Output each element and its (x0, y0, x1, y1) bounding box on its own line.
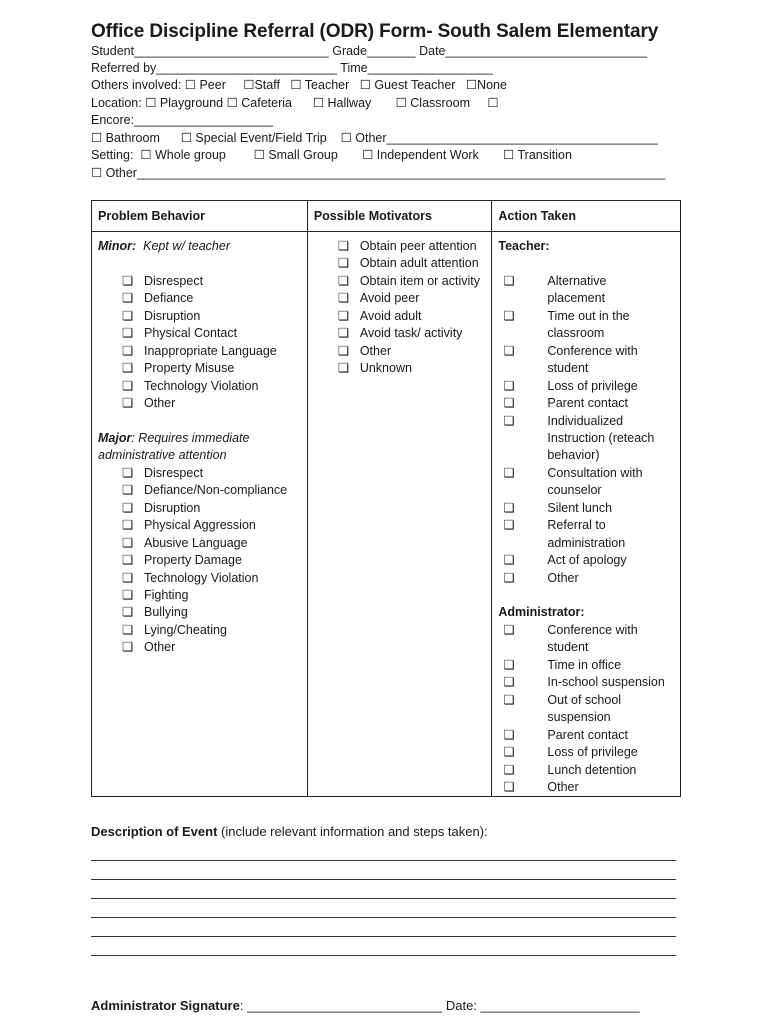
teacher-action-item[interactable] (498, 552, 666, 569)
signature-line[interactable] (91, 998, 640, 1013)
minor-behavior-item[interactable] (98, 395, 301, 412)
minor-behavior-item-label: Physical Contact (144, 326, 238, 341)
checkbox-icon[interactable]: ❏ (337, 256, 350, 271)
motivator-item[interactable] (314, 360, 486, 377)
major-behavior-item-label: Abusive Language (144, 535, 248, 550)
checkbox-icon[interactable]: ❏ (337, 361, 350, 376)
motivator-item-label: Obtain adult attention (359, 256, 479, 271)
header-problem-behavior: Problem Behavior (92, 201, 308, 232)
teacher-action-item[interactable] (498, 500, 666, 517)
checkbox-icon[interactable]: ❏ (122, 535, 134, 550)
checkbox-icon[interactable]: ❏ (122, 640, 134, 655)
checkbox-icon[interactable]: ❏ (337, 291, 350, 306)
major-behavior-item-label: Technology Violation (144, 570, 259, 585)
motivator-item-label: Unknown (359, 361, 412, 376)
administrator-action-item[interactable] (498, 692, 666, 727)
teacher-action-item-label: Individualized Instruction (reteach behavior) (547, 413, 655, 463)
checkbox-icon[interactable]: ❏ (122, 273, 134, 288)
major-behavior-item[interactable] (98, 587, 301, 604)
administrator-action-item[interactable] (498, 779, 666, 796)
administrator-action-item-label: In-school suspension (547, 675, 665, 690)
major-behavior-item[interactable] (98, 570, 301, 587)
checkbox-icon[interactable]: ❏ (503, 378, 515, 393)
motivator-item-label: Avoid peer (359, 291, 420, 306)
administrator-action-item[interactable] (498, 744, 666, 761)
motivator-item-label: Other (359, 343, 392, 358)
minor-behavior-item-label: Inappropriate Language (144, 343, 277, 358)
checkbox-icon[interactable]: ❏ (122, 570, 134, 585)
checkbox-icon[interactable]: ❏ (337, 273, 350, 288)
motivator-item[interactable] (314, 343, 486, 360)
checkbox-icon[interactable]: ❏ (503, 762, 515, 777)
teacher-action-item-label: Referral to administration (547, 518, 626, 550)
major-behavior-item-label: Property Damage (144, 553, 242, 568)
teacher-action-item-label: Conference with student (547, 343, 638, 376)
checkbox-icon[interactable]: ❏ (122, 605, 134, 620)
minor-behavior-item[interactable] (98, 308, 301, 325)
motivator-item[interactable] (314, 290, 486, 307)
checkbox-icon[interactable]: ❏ (503, 570, 515, 585)
checkbox-icon[interactable]: ❏ (122, 500, 134, 515)
checkbox-icon[interactable]: ❏ (503, 273, 515, 288)
motivator-item[interactable] (314, 308, 486, 325)
minor-behavior-item[interactable] (98, 290, 301, 307)
motivator-list (314, 238, 486, 378)
minor-behavior-item[interactable] (98, 360, 301, 377)
teacher-action-item[interactable] (498, 517, 666, 552)
minor-behavior-item-label: Defiance (144, 291, 194, 306)
teacher-action-item-label: Alternative placement (547, 273, 607, 306)
checkbox-icon[interactable]: ❏ (503, 308, 515, 323)
teacher-action-item[interactable] (498, 273, 666, 308)
description-line[interactable] (91, 917, 676, 918)
administrator-action-item[interactable] (498, 727, 666, 744)
major-behavior-item[interactable] (98, 604, 301, 621)
problem-behavior-column (92, 232, 308, 797)
checkbox-icon[interactable]: ❏ (503, 692, 515, 707)
major-behavior-item-label: Fighting (144, 588, 189, 603)
checkbox-icon[interactable]: ❏ (503, 745, 515, 760)
behavior-table (91, 200, 681, 797)
administrator-action-item[interactable] (498, 622, 666, 657)
administrator-label: Administrator: (498, 605, 585, 620)
checkbox-icon[interactable]: ❏ (337, 343, 350, 358)
header-action-taken: Action Taken (492, 201, 681, 232)
teacher-action-item[interactable] (498, 570, 666, 587)
minor-note: Kept w/ teacher (143, 239, 230, 253)
major-behavior-item[interactable] (98, 500, 301, 517)
location-other-line[interactable]: ☐ Bathroom ☐ Special Event/Field Trip ☐ Other_______________________________________ (91, 131, 658, 145)
administrator-action-item-label: Lunch detention (547, 762, 637, 777)
encore-line[interactable]: Encore:____________________ (91, 113, 274, 127)
teacher-action-item-label: Consultation with counselor (547, 465, 643, 498)
major-behavior-item[interactable] (98, 639, 301, 656)
teacher-action-item[interactable] (498, 465, 666, 500)
administrator-action-item-label: Other (547, 780, 579, 795)
major-behavior-item[interactable] (98, 517, 301, 534)
checkbox-icon[interactable]: ❏ (503, 465, 515, 480)
minor-behavior-item[interactable] (98, 378, 301, 395)
checkbox-icon[interactable]: ❏ (337, 326, 350, 341)
checkbox-icon[interactable]: ❏ (503, 727, 515, 742)
checkbox-icon[interactable]: ❏ (503, 780, 515, 795)
teacher-action-item-label: Loss of privilege (547, 378, 638, 393)
motivator-item[interactable] (314, 238, 486, 255)
checkbox-icon[interactable]: ❏ (503, 413, 515, 428)
motivator-item-label: Obtain item or activity (359, 273, 481, 288)
checkbox-icon[interactable]: ❏ (122, 308, 134, 323)
major-behavior-item[interactable] (98, 482, 301, 499)
major-behavior-item-label: Physical Aggression (144, 518, 256, 533)
teacher-action-item-label: Parent contact (547, 396, 628, 411)
description-line[interactable] (91, 936, 676, 937)
description-heading (91, 824, 488, 839)
checkbox-icon[interactable]: ❏ (503, 396, 515, 411)
minor-behavior-item-label: Disruption (144, 308, 201, 323)
checkbox-icon[interactable]: ❏ (122, 622, 134, 637)
major-behavior-item-label: Other (144, 640, 176, 655)
description-line[interactable] (91, 898, 676, 899)
motivators-column (307, 232, 492, 797)
checkbox-icon[interactable]: ❏ (503, 675, 515, 690)
motivator-item-label: Avoid adult (359, 308, 422, 323)
checkbox-icon[interactable]: ❏ (122, 291, 134, 306)
major-behavior-list (98, 465, 301, 657)
checkbox-icon[interactable]: ❏ (503, 500, 515, 515)
teacher-action-list (498, 273, 674, 587)
administrator-action-item[interactable] (498, 762, 666, 779)
description-note: (include relevant information and steps taken): (217, 824, 488, 839)
motivator-item[interactable] (314, 273, 486, 290)
major-label: Major (98, 430, 132, 445)
minor-behavior-item-label: Disrespect (144, 273, 204, 288)
minor-label: Minor: (98, 239, 137, 253)
teacher-action-item[interactable] (498, 413, 666, 465)
administrator-action-item-label: Loss of privilege (547, 745, 638, 760)
location-line[interactable]: Location: ☐ Playground ☐ Cafeteria ☐ Hallway ☐ Classroom ☐ (91, 96, 499, 110)
teacher-action-item[interactable] (498, 308, 666, 343)
administrator-action-list (498, 622, 674, 797)
major-behavior-item[interactable] (98, 552, 301, 569)
checkbox-icon[interactable]: ❏ (122, 396, 134, 411)
administrator-action-item[interactable] (498, 657, 666, 674)
administrator-action-item-label: Time in office (547, 657, 622, 672)
major-behavior-item-label: Lying/Cheating (144, 622, 227, 637)
setting-line[interactable]: Setting: ☐ Whole group ☐ Small Group ☐ Independent Work ☐ Transition (91, 148, 572, 162)
header-possible-motivators: Possible Motivators (307, 201, 492, 232)
checkbox-icon[interactable]: ❏ (122, 465, 134, 480)
teacher-action-item-label: Act of apology (547, 553, 627, 568)
motivator-item[interactable] (314, 325, 486, 342)
checkbox-icon[interactable]: ❏ (122, 553, 134, 568)
minor-behavior-item-label: Other (144, 396, 176, 411)
setting-other-line[interactable]: ☐ Other____________________________________________________________________________ (91, 166, 666, 180)
signature-label: Administrator Signature (91, 998, 240, 1013)
major-behavior-item-label: Disruption (144, 500, 201, 515)
minor-behavior-item[interactable] (98, 273, 301, 290)
administrator-action-item-label: Out of school suspension (547, 692, 622, 725)
checkbox-icon[interactable]: ❏ (122, 361, 134, 376)
description-line[interactable] (91, 860, 676, 861)
minor-behavior-item-label: Property Misuse (144, 361, 235, 376)
others-involved-line[interactable]: Others involved: ☐ Peer ☐Staff ☐ Teacher ☐ Guest Teacher ☐None (91, 78, 507, 92)
checkbox-icon[interactable]: ❏ (503, 657, 515, 672)
checkbox-icon[interactable]: ❏ (503, 343, 515, 358)
major-behavior-item-label: Defiance/Non-compliance (144, 483, 288, 498)
student-grade-date-line[interactable]: Student____________________________ Grade_______ Date_____________________________ (91, 44, 648, 58)
motivator-item-label: Obtain peer attention (359, 239, 477, 253)
administrator-action-item-label: Parent contact (547, 727, 628, 742)
checkbox-icon[interactable]: ❏ (337, 308, 350, 323)
administrator-action-item-label: Conference with student (547, 622, 638, 655)
checkbox-icon[interactable]: ❏ (122, 326, 134, 341)
checkbox-icon[interactable]: ❏ (122, 588, 134, 603)
minor-behavior-item[interactable] (98, 325, 301, 342)
description-line[interactable] (91, 879, 676, 880)
checkbox-icon[interactable]: ❏ (503, 553, 515, 568)
teacher-action-item[interactable] (498, 395, 666, 412)
minor-behavior-list (98, 273, 301, 413)
teacher-action-item-label: Other (547, 570, 579, 585)
teacher-action-item-label: Silent lunch (547, 500, 613, 515)
checkbox-icon[interactable]: ❏ (503, 622, 515, 637)
teacher-action-item-label: Time out in the classroom (547, 308, 630, 341)
teacher-action-item[interactable] (498, 378, 666, 395)
major-note: : Requires immediate administrative attention (98, 430, 250, 463)
description-label: Description of Event (91, 824, 218, 839)
checkbox-icon[interactable]: ❏ (503, 518, 515, 533)
teacher-label: Teacher: (498, 239, 550, 253)
checkbox-icon[interactable]: ❏ (122, 378, 134, 393)
checkbox-icon[interactable]: ❏ (122, 518, 134, 533)
minor-behavior-item-label: Technology Violation (144, 378, 259, 393)
referred-by-time-line[interactable]: Referred by__________________________ Time__________________ (91, 61, 493, 75)
signature-rest: : ___________________________ Date: ______________________ (239, 998, 640, 1013)
major-behavior-item[interactable] (98, 465, 301, 482)
administrator-action-item[interactable] (498, 674, 666, 691)
description-line[interactable] (91, 955, 676, 956)
minor-behavior-item[interactable] (98, 343, 301, 360)
checkbox-icon[interactable]: ❏ (122, 343, 134, 358)
major-behavior-item[interactable] (98, 535, 301, 552)
motivator-item[interactable] (314, 255, 486, 272)
form-title: Office Discipline Referral (ODR) Form- South Salem Elementary (91, 21, 659, 42)
action-taken-column (492, 232, 681, 797)
major-behavior-item[interactable] (98, 622, 301, 639)
checkbox-icon[interactable]: ❏ (122, 483, 134, 498)
teacher-action-item[interactable] (498, 343, 666, 378)
motivator-item-label: Avoid task/ activity (359, 326, 463, 341)
major-behavior-item-label: Bullying (144, 605, 188, 620)
major-behavior-item-label: Disrespect (144, 465, 204, 480)
checkbox-icon[interactable]: ❏ (337, 239, 350, 253)
